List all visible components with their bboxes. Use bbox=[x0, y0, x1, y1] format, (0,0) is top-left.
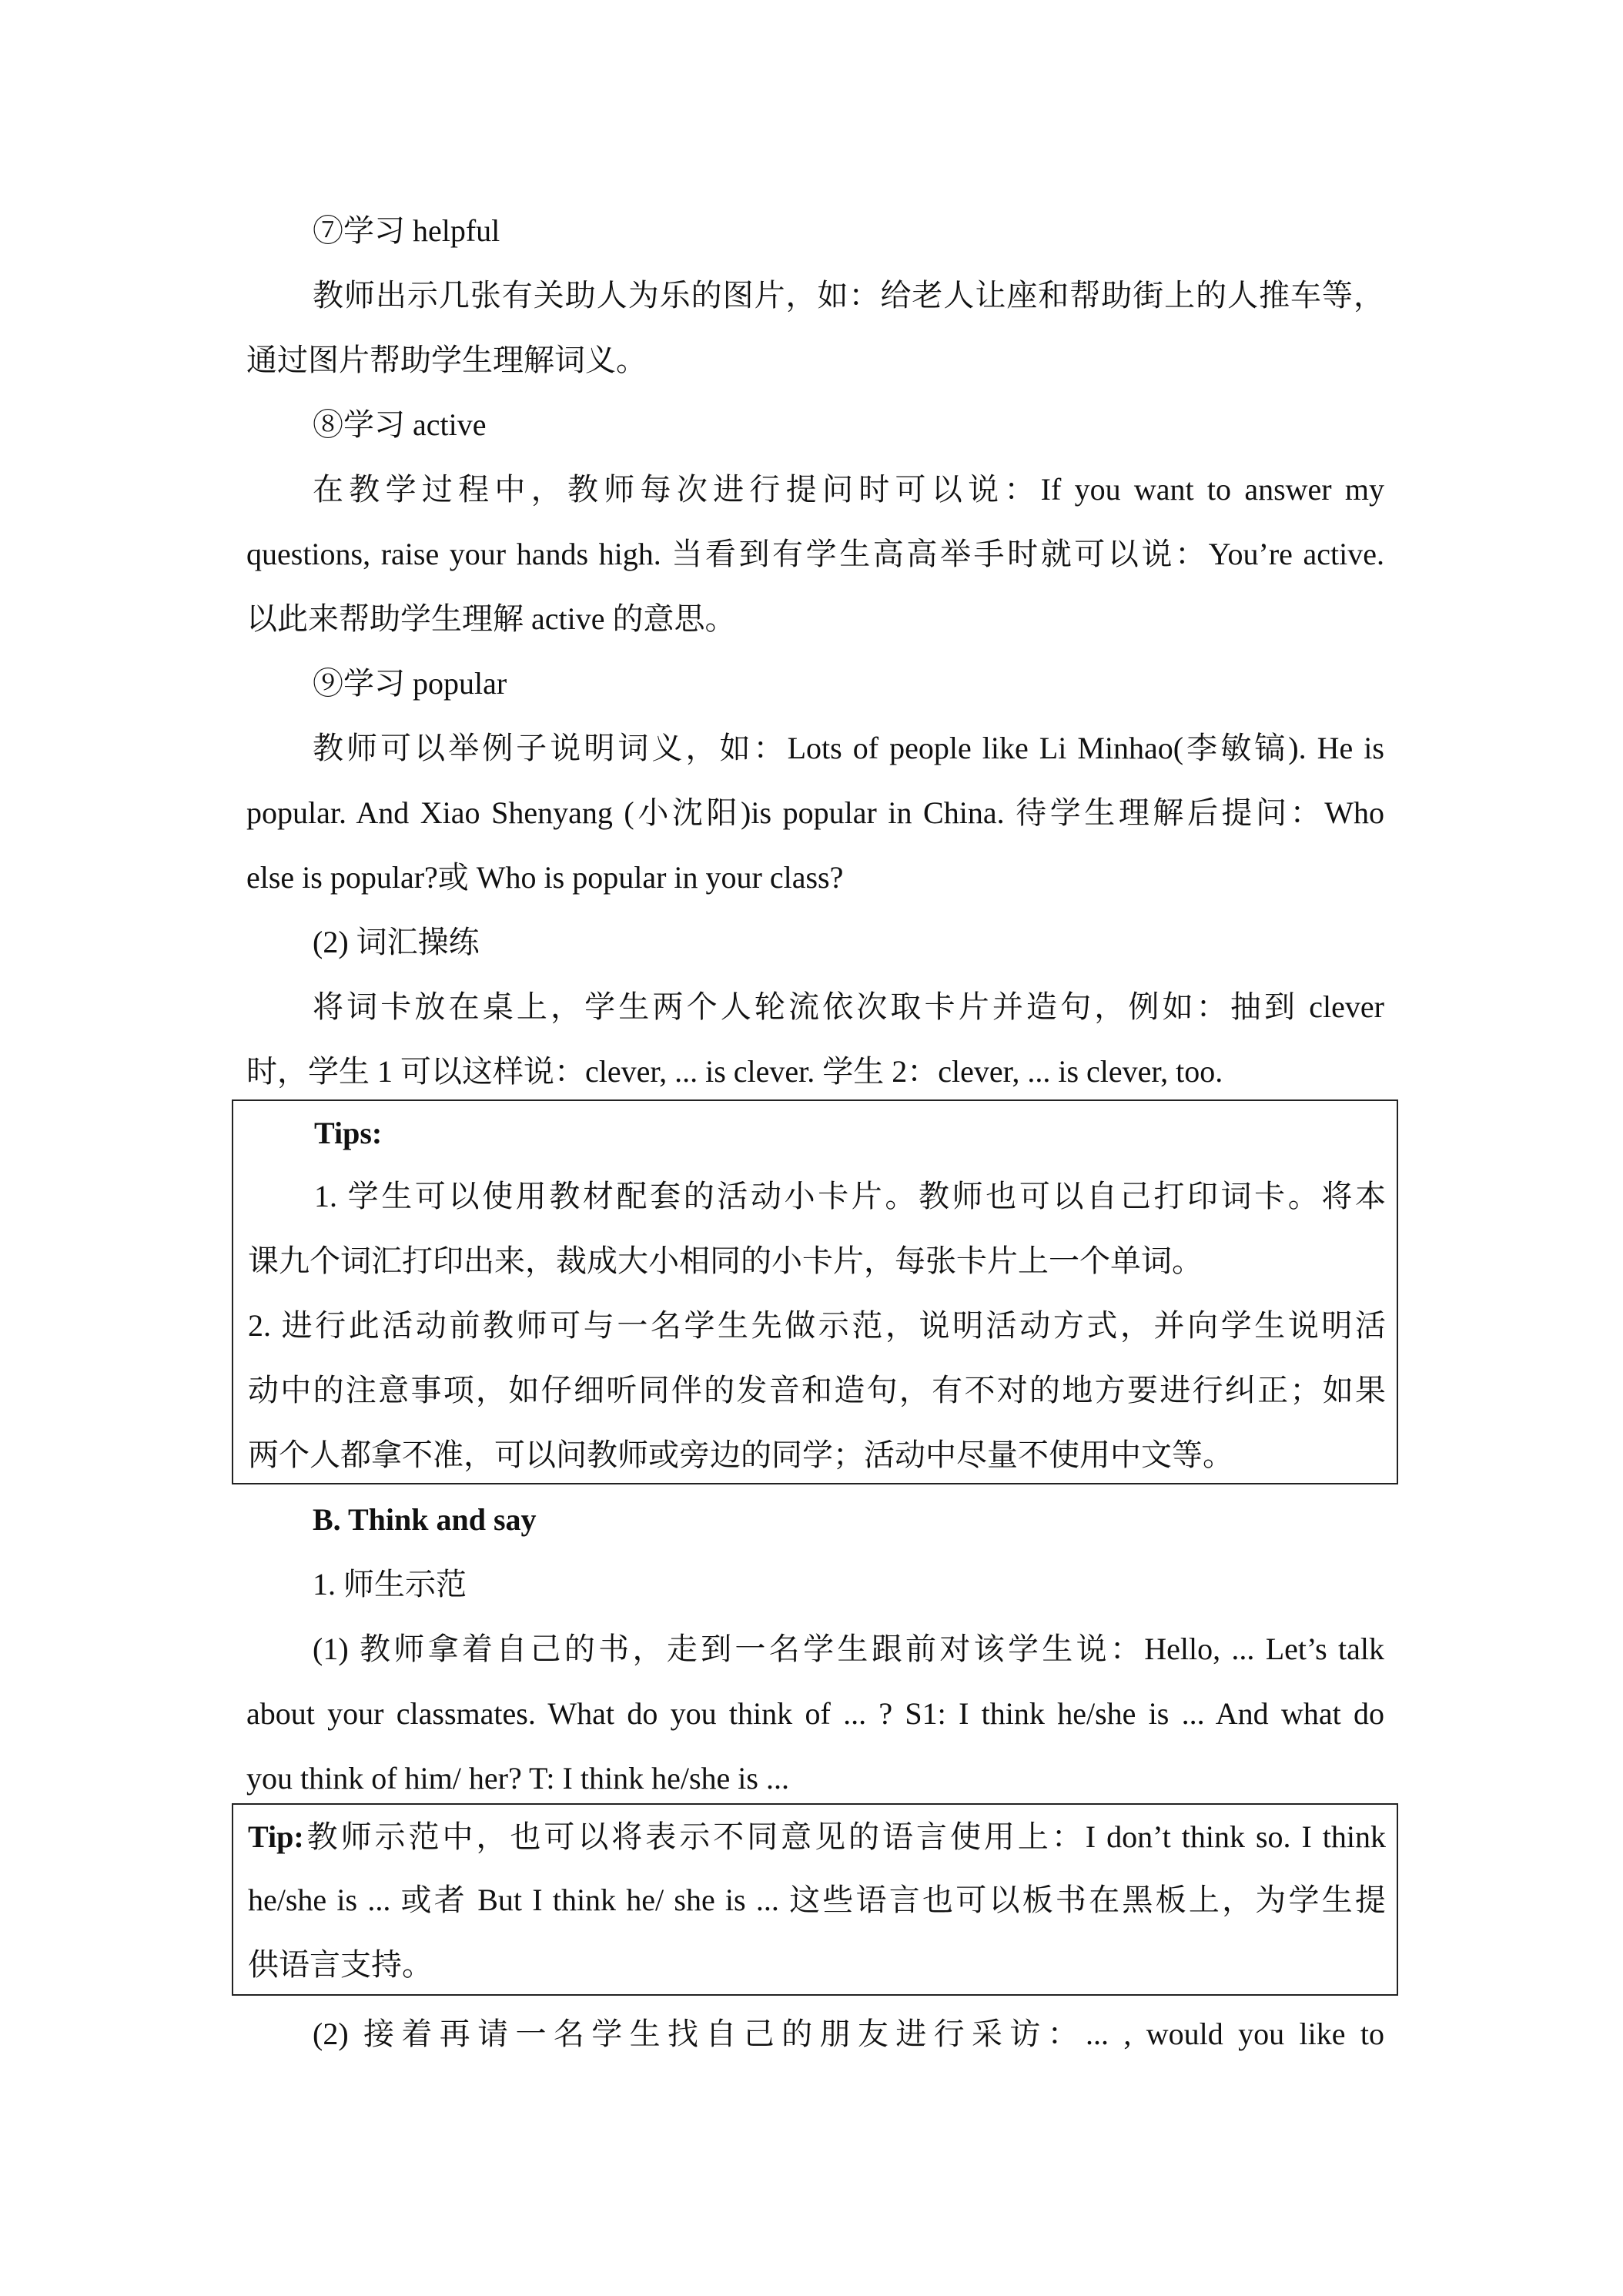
paragraph-line: questions, raise your hands high. 当看到有学生高高举手时就可以说：You’re active. bbox=[246, 537, 1384, 571]
tips-line: 2. 进行此活动前教师可与一名学生先做示范，说明活动方式，并向学生说明活 bbox=[248, 1308, 1386, 1343]
heading-vocab-practice: (2) 词汇操练 bbox=[313, 925, 480, 959]
tip-line-first bbox=[248, 1805, 1386, 1869]
paragraph-line: (1) 教师拿着自己的书，走到一名学生跟前对该学生说：Hello, ... Let’s talk bbox=[313, 1632, 1384, 1666]
paragraph-line: you think of him/ her? T: I think he/she is ... bbox=[246, 1761, 789, 1796]
paragraph-line: else is popular?或 Who is popular in your class? bbox=[246, 860, 844, 895]
paragraph-line: 1. 师生示范 bbox=[313, 1567, 467, 1602]
tips-title: Tips: bbox=[314, 1116, 383, 1150]
paragraph-line: 时，学生 1 可以这样说：clever, ... is clever. 学生 2：clever, ... is clever, too. bbox=[246, 1054, 1223, 1089]
paragraph-line: 将词卡放在桌上，学生两个人轮流依次取卡片并造句，例如：抽到 clever bbox=[313, 989, 1384, 1024]
heading-active: ⑧学习 active bbox=[313, 407, 487, 442]
tips-line: 动中的注意事项，如仔细听同伴的发音和造句，有不对的地方要进行纠正；如果 bbox=[248, 1373, 1386, 1407]
paragraph-line: 在教学过程中，教师每次进行提问时可以说：If you want to answer my bbox=[313, 472, 1384, 507]
tips-box bbox=[232, 1099, 1398, 1484]
tip-box bbox=[232, 1803, 1398, 1996]
heading-popular: ⑨学习 popular bbox=[313, 666, 507, 701]
tips-line: 课九个词汇打印出来，裁成大小相同的小卡片，每张卡片上一个单词。 bbox=[248, 1243, 1203, 1278]
paragraph-line: popular. And Xiao Shenyang (小沈阳)is popular in China. 待学生理解后提问：Who bbox=[246, 795, 1384, 830]
tips-line: 两个人都拿不准，可以问教师或旁边的同学；活动中尽量不使用中文等。 bbox=[248, 1438, 1233, 1472]
paragraph-line: 通过图片帮助学生理解词义。 bbox=[246, 343, 647, 377]
tip-line: he/she is ... 或者 But I think he/ she is ... 这些语言也可以板书在黑板上，为学生提 bbox=[248, 1883, 1386, 1917]
tip-label: Tip: bbox=[248, 1819, 304, 1854]
paragraph-line: 教师出示几张有关助人为乐的图片，如：给老人让座和帮助街上的人推车等， bbox=[313, 278, 1384, 313]
paragraph-line: (2) 接着再请一名学生找自己的朋友进行采访：... , would you like to bbox=[313, 2017, 1384, 2051]
paragraph-line: about your classmates. What do you think of ... ? S1: I think he/she is ... And what do bbox=[246, 1696, 1384, 1731]
paragraph-line: 教师可以举例子说明词义，如：Lots of people like Li Minhao(李敏镐). He is bbox=[313, 731, 1384, 765]
tips-line: 1. 学生可以使用教材配套的活动小卡片。教师也可以自己打印词卡。将本 bbox=[314, 1179, 1386, 1213]
heading-helpful: ⑦学习 helpful bbox=[313, 213, 500, 248]
tip-line: 供语言支持。 bbox=[248, 1947, 433, 1982]
section-b-heading: B. Think and say bbox=[313, 1502, 537, 1537]
paragraph-line: 以此来帮助学生理解 active 的意思。 bbox=[246, 601, 736, 636]
tip-text: 教师示范中，也可以将表示不同意见的语言使用上：I don’t think so. I think bbox=[303, 1819, 1386, 1854]
